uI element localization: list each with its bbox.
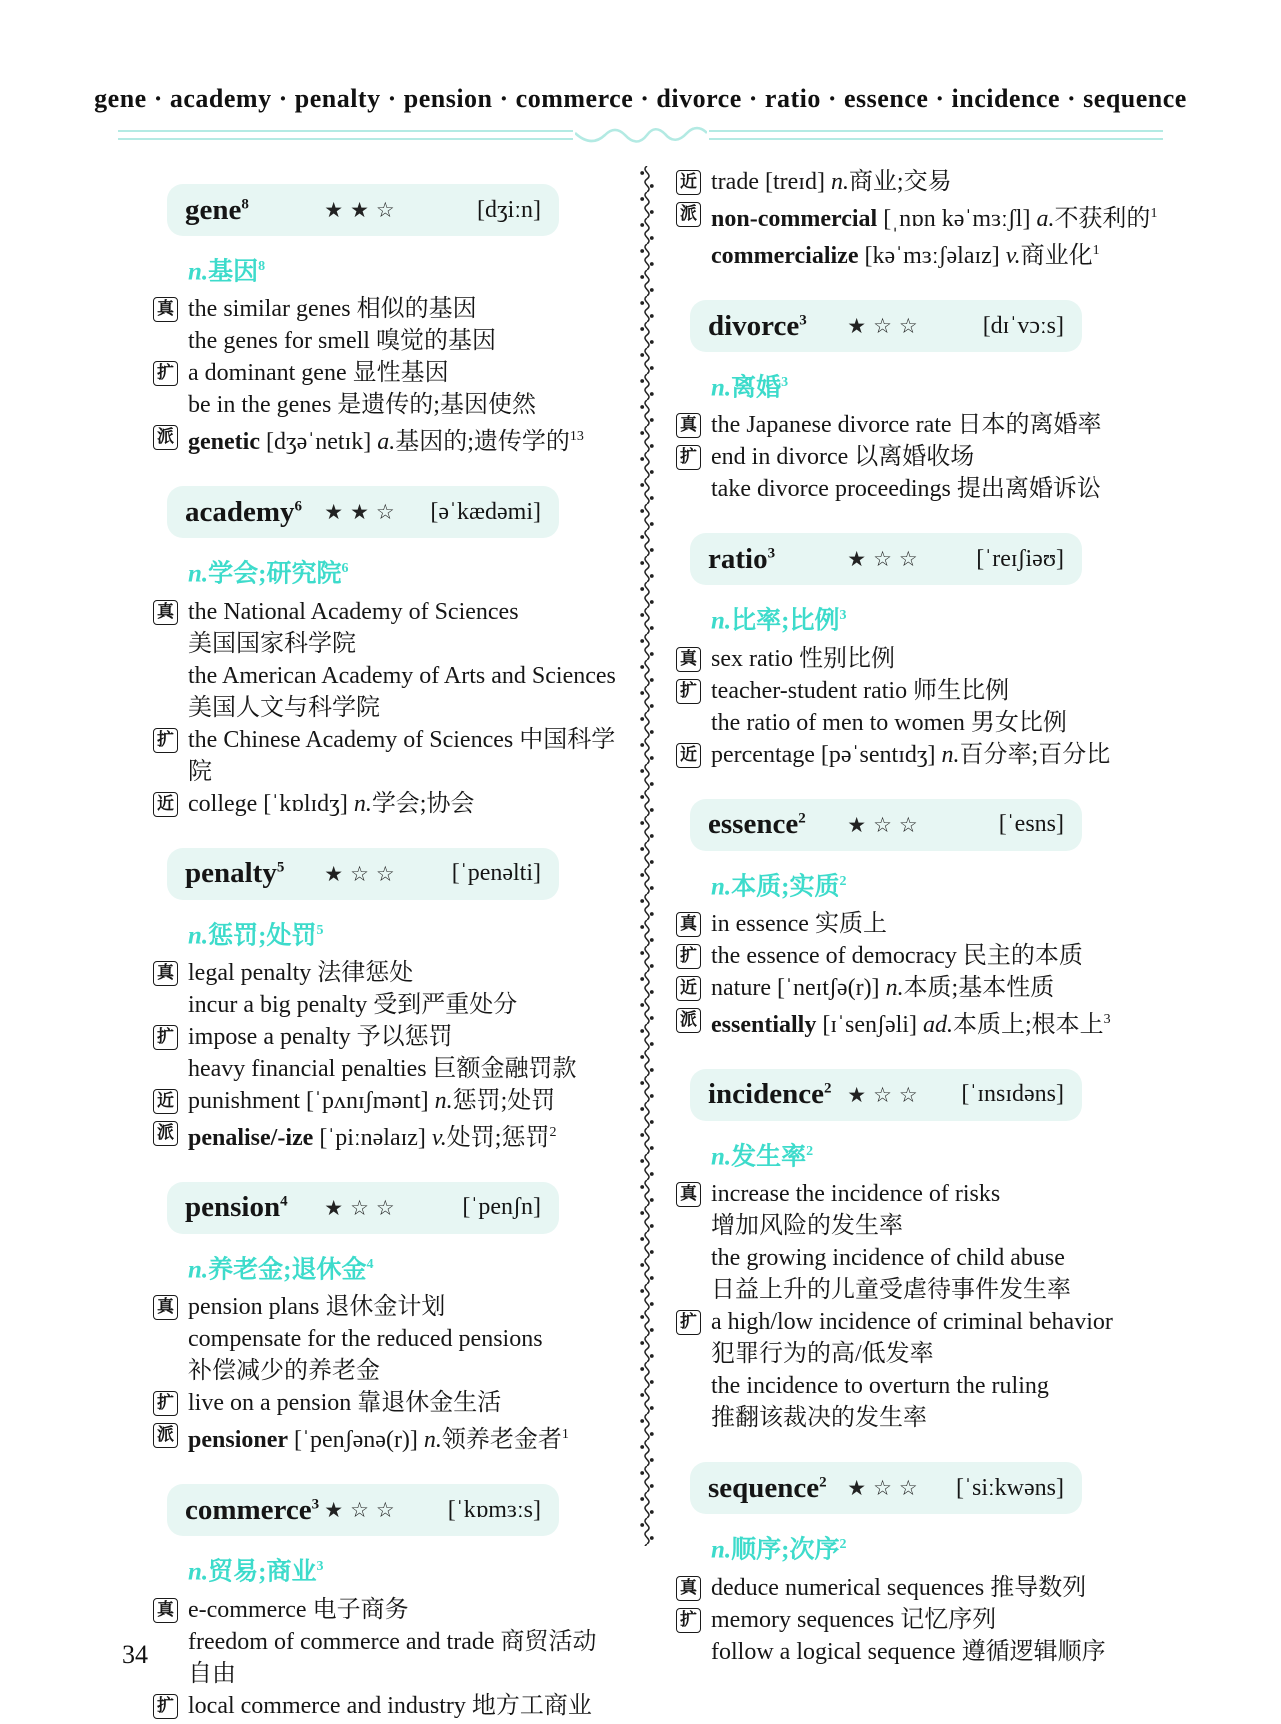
- definition-text: 基因: [208, 258, 259, 286]
- headword: academy$^6$: [185, 495, 303, 528]
- header-rule-left: [118, 130, 573, 140]
- example-line: the genes for smell 嗅觉的基因: [188, 328, 496, 355]
- example-line: 扩 a high/low incidence of criminal behavior: [676, 1306, 1178, 1338]
- part-of-speech: n.: [711, 872, 732, 900]
- synonym-tag-icon: 近: [676, 170, 701, 195]
- example-line: the incidence to overturn the ruling: [711, 1373, 1049, 1400]
- example-line: 真 pension plans 退休金计划: [153, 1291, 618, 1323]
- exam-tag-icon: 真: [153, 297, 178, 322]
- definition: n.养老金;退休金$^4$: [188, 1256, 374, 1284]
- entry-headword-box: [690, 533, 1082, 585]
- example-line: 派 essentially [ɪˈsenʃəli] ad.本质上;根本上$^3$: [676, 1004, 1178, 1041]
- example-line: 扩 the essence of democracy 民主的本质: [676, 940, 1178, 972]
- part-of-speech: n.: [711, 607, 732, 635]
- pronunciation: [ˈesns]: [998, 811, 1064, 838]
- synonym-tag-icon: 近: [153, 792, 178, 817]
- star-rating: ★☆☆: [847, 314, 925, 338]
- entry-penalty: [153, 848, 618, 1154]
- star-rating: ★★☆: [324, 500, 402, 525]
- exam-tag-icon: 真: [153, 600, 178, 625]
- example-line: 真 the Japanese divorce rate 日本的离婚率: [676, 409, 1178, 441]
- entry-headword-box: [690, 799, 1082, 851]
- left-column: [153, 166, 618, 1722]
- entry-academy: [153, 486, 618, 819]
- entry-headword-box: [690, 1069, 1082, 1121]
- example-line: 真 in essence 实质上: [676, 908, 1178, 940]
- headword: commerce$^3$: [185, 1493, 320, 1526]
- example-line: 扩 live on a pension 靠退休金生活: [153, 1387, 618, 1419]
- entry-continuation: [676, 166, 1178, 272]
- entry-headword-box: [167, 184, 559, 236]
- headword: divorce$^3$: [708, 309, 807, 342]
- definition: n.比率;比例$^3$: [711, 607, 847, 635]
- definition-text: 惩罚;处罚: [208, 921, 317, 949]
- derivative-tag-icon: 派: [153, 425, 178, 450]
- example-line: 真 increase the incidence of risks: [676, 1178, 1178, 1210]
- example-line: 扩 teacher-student ratio 师生比例: [676, 675, 1178, 707]
- star-rating: ★★☆: [324, 198, 402, 222]
- entry-headword-box: [690, 300, 1082, 352]
- column-divider: [638, 166, 658, 1551]
- definition-text: 离婚: [731, 374, 782, 402]
- example-line: 真 deduce numerical sequences 推导数列: [676, 1572, 1178, 1604]
- example-line: 真 sex ratio 性别比例: [676, 643, 1178, 675]
- entry-commerce: [153, 1484, 618, 1721]
- extend-tag-icon: 扩: [153, 1391, 178, 1416]
- example-line: 扩 the Chinese Academy of Sciences 中国科学院: [153, 724, 618, 788]
- entry-ratio: [676, 533, 1178, 770]
- header-keywords: gene · academy · penalty · pension · commerce · divorce · ratio · essence · incidence · sequence: [94, 84, 1187, 113]
- example-line: 扩 end in divorce 以离婚收场: [676, 441, 1178, 473]
- example-line: 扩 memory sequences 记忆序列: [676, 1604, 1178, 1636]
- entry-headword-box: [167, 1182, 559, 1234]
- example-line: 真 legal penalty 法律惩处: [153, 957, 618, 989]
- example-line: 扩 a dominant gene 显性基因: [153, 357, 618, 389]
- example-line: 近 college [ˈkɒlɪdʒ] n.学会;协会: [153, 788, 618, 820]
- part-of-speech: n.: [711, 1536, 732, 1564]
- example-line: be in the genes 是遗传的;基因使然: [188, 392, 536, 419]
- definition-text: 本质;实质: [731, 872, 840, 900]
- star-rating: ★☆☆: [324, 1195, 402, 1220]
- divider-wave-ornament: [638, 166, 656, 1546]
- example-line: 补偿减少的养老金: [188, 1358, 380, 1385]
- exam-tag-icon: 真: [676, 1182, 701, 1207]
- entry-sequence: [676, 1462, 1178, 1667]
- pronunciation: [dʒiːn]: [477, 196, 541, 223]
- page-number: 34: [122, 1640, 148, 1669]
- definition-text: 发生率: [731, 1143, 807, 1171]
- pronunciation: [dɪˈvɔːs]: [982, 312, 1064, 339]
- example-line: 真 the similar genes 相似的基因: [153, 293, 618, 325]
- entry-headword-box: [167, 486, 559, 538]
- definition: n.本质;实质$^2$: [711, 872, 847, 900]
- exam-tag-icon: 真: [676, 912, 701, 937]
- definition-text: 顺序;次序: [731, 1536, 840, 1564]
- definition-text: 贸易;商业: [208, 1558, 317, 1586]
- part-of-speech: n.: [188, 1558, 209, 1586]
- part-of-speech: n.: [188, 1256, 209, 1284]
- header-rule: [118, 122, 1163, 148]
- exam-tag-icon: 真: [153, 961, 178, 986]
- definition: n.发生率$^2$: [711, 1143, 814, 1171]
- example-line: 推翻该裁决的发生率: [711, 1405, 927, 1432]
- example-line: 近 trade [treɪd] n.商业;交易: [676, 166, 1178, 198]
- headword: sequence$^2$: [708, 1471, 827, 1504]
- example-line: 美国人文与科学院: [188, 694, 380, 721]
- example-line: 美国国家科学院: [188, 630, 356, 657]
- example-line: the growing incidence of child abuse: [711, 1245, 1065, 1272]
- example-line: follow a logical sequence 遵循逻辑顺序: [711, 1638, 1106, 1665]
- pronunciation: [ˈpenʃn]: [462, 1194, 541, 1221]
- headword: essence$^2$: [708, 808, 806, 841]
- extend-tag-icon: 扩: [153, 361, 178, 386]
- right-column: [658, 166, 1178, 1668]
- definition: n.贸易;商业$^3$: [188, 1558, 324, 1586]
- derivative-tag-icon: 派: [153, 1121, 178, 1146]
- part-of-speech: n.: [188, 921, 209, 949]
- entry-headword-box: [690, 1462, 1082, 1514]
- entry-essence: [676, 799, 1178, 1041]
- entry-divorce: [676, 300, 1178, 505]
- entry-headword-box: [167, 848, 559, 900]
- example-line: 派 non-commercial [ˌnɒn kəˈmɜːʃl] a.不获利的$^1$: [676, 198, 1178, 235]
- synonym-tag-icon: 近: [153, 1089, 178, 1114]
- extend-tag-icon: 扩: [153, 1694, 178, 1719]
- example-line: heavy financial penalties 巨额金融罚款: [188, 1055, 577, 1082]
- example-line: 派 genetic [dʒəˈnetɪk] a.基因的;遗传学的$^{13}$: [153, 421, 618, 458]
- example-line: 犯罪行为的高/低发率: [711, 1341, 934, 1368]
- pronunciation: [əˈkædəmi]: [430, 498, 541, 525]
- pronunciation: [ˈpenəlti]: [451, 860, 541, 887]
- extend-tag-icon: 扩: [676, 1608, 701, 1633]
- extend-tag-icon: 扩: [153, 728, 178, 753]
- example-line: 扩 local commerce and industry 地方工商业: [153, 1690, 618, 1722]
- synonym-tag-icon: 近: [676, 976, 701, 1001]
- example-line: commercialize [kəˈmɜːʃəlaɪz] v.商业化$^1$: [711, 243, 1100, 269]
- exam-tag-icon: 真: [153, 1295, 178, 1320]
- star-rating: ★☆☆: [847, 812, 925, 837]
- star-rating: ★☆☆: [324, 861, 402, 886]
- example-line: 派 penalise/-ize [ˈpiːnəlaɪz] v.处罚;惩罚$^2$: [153, 1117, 618, 1154]
- definition-text: 学会;研究院: [208, 560, 342, 588]
- extend-tag-icon: 扩: [676, 944, 701, 969]
- definition: n.基因$^8$: [188, 258, 266, 286]
- definition: n.顺序;次序$^2$: [711, 1536, 847, 1564]
- pronunciation: [ˈsiːkwəns]: [956, 1474, 1064, 1501]
- example-line: 近 nature [ˈneɪtʃə(r)] n.本质;基本性质: [676, 972, 1178, 1004]
- part-of-speech: n.: [188, 258, 209, 286]
- definition-text: 比率;比例: [731, 607, 840, 635]
- pronunciation: [ˈkɒmɜːs]: [447, 1496, 541, 1523]
- pronunciation: [ˈreɪʃiəʊ]: [976, 545, 1064, 572]
- extend-tag-icon: 扩: [676, 1310, 701, 1335]
- example-line: take divorce proceedings 提出离婚诉讼: [711, 476, 1101, 503]
- pronunciation: [ˈɪnsɪdəns]: [961, 1081, 1064, 1108]
- star-rating: ★☆☆: [847, 547, 925, 572]
- headword: pension$^4$: [185, 1191, 288, 1224]
- example-line: compensate for the reduced pensions: [188, 1326, 543, 1353]
- exam-tag-icon: 真: [676, 1576, 701, 1601]
- extend-tag-icon: 扩: [676, 679, 701, 704]
- example-line: 增加风险的发生率: [711, 1213, 903, 1240]
- header-squiggle-ornament: [575, 122, 707, 148]
- example-line: the ratio of men to women 男女比例: [711, 709, 1067, 736]
- definition: n.惩罚;处罚$^5$: [188, 921, 324, 949]
- entry-incidence: [676, 1069, 1178, 1434]
- definition: n.离婚$^3$: [711, 374, 789, 402]
- entry-headword-box: [167, 1484, 559, 1536]
- headword: ratio$^3$: [708, 542, 776, 575]
- example-line: 真 e-commerce 电子商务: [153, 1594, 618, 1626]
- part-of-speech: n.: [711, 1143, 732, 1171]
- page-content: [0, 166, 1281, 1722]
- headword: incidence$^2$: [708, 1078, 832, 1111]
- example-line: 真 the National Academy of Sciences: [153, 596, 618, 628]
- extend-tag-icon: 扩: [153, 1025, 178, 1050]
- synonym-tag-icon: 近: [676, 743, 701, 768]
- definition: n.学会;研究院$^6$: [188, 560, 349, 588]
- headword: penalty$^5$: [185, 857, 285, 890]
- extend-tag-icon: 扩: [676, 445, 701, 470]
- example-line: incur a big penalty 受到严重处分: [188, 991, 518, 1018]
- derivative-tag-icon: 派: [676, 1008, 701, 1033]
- star-rating: ★☆☆: [847, 1082, 925, 1107]
- example-line: 日益上升的儿童受虐待事件发生率: [711, 1277, 1071, 1304]
- exam-tag-icon: 真: [153, 1598, 178, 1623]
- exam-tag-icon: 真: [676, 647, 701, 672]
- exam-tag-icon: 真: [676, 413, 701, 438]
- example-line: 派 pensioner [ˈpenʃənə(r)] n.领养老金者$^1$: [153, 1419, 618, 1456]
- part-of-speech: n.: [711, 374, 732, 402]
- example-line: the American Academy of Arts and Sciences: [188, 662, 616, 689]
- example-line: 近 percentage [pəˈsentɪdʒ] n.百分率;百分比: [676, 739, 1178, 771]
- headword: gene$^8$: [185, 193, 249, 226]
- example-line: 扩 impose a penalty 予以惩罚: [153, 1021, 618, 1053]
- derivative-tag-icon: 派: [676, 202, 701, 227]
- star-rating: ★☆☆: [324, 1498, 402, 1523]
- header-rule-right: [709, 130, 1164, 140]
- derivative-tag-icon: 派: [153, 1423, 178, 1448]
- part-of-speech: n.: [188, 560, 209, 588]
- example-line: 近 punishment [ˈpʌnɪʃmənt] n.惩罚;处罚: [153, 1085, 618, 1117]
- definition-text: 养老金;退休金: [208, 1256, 367, 1284]
- star-rating: ★☆☆: [847, 1476, 925, 1501]
- entry-gene: [153, 184, 618, 458]
- example-line: freedom of commerce and trade 商贸活动自由: [188, 1628, 597, 1687]
- entry-pension: [153, 1182, 618, 1456]
